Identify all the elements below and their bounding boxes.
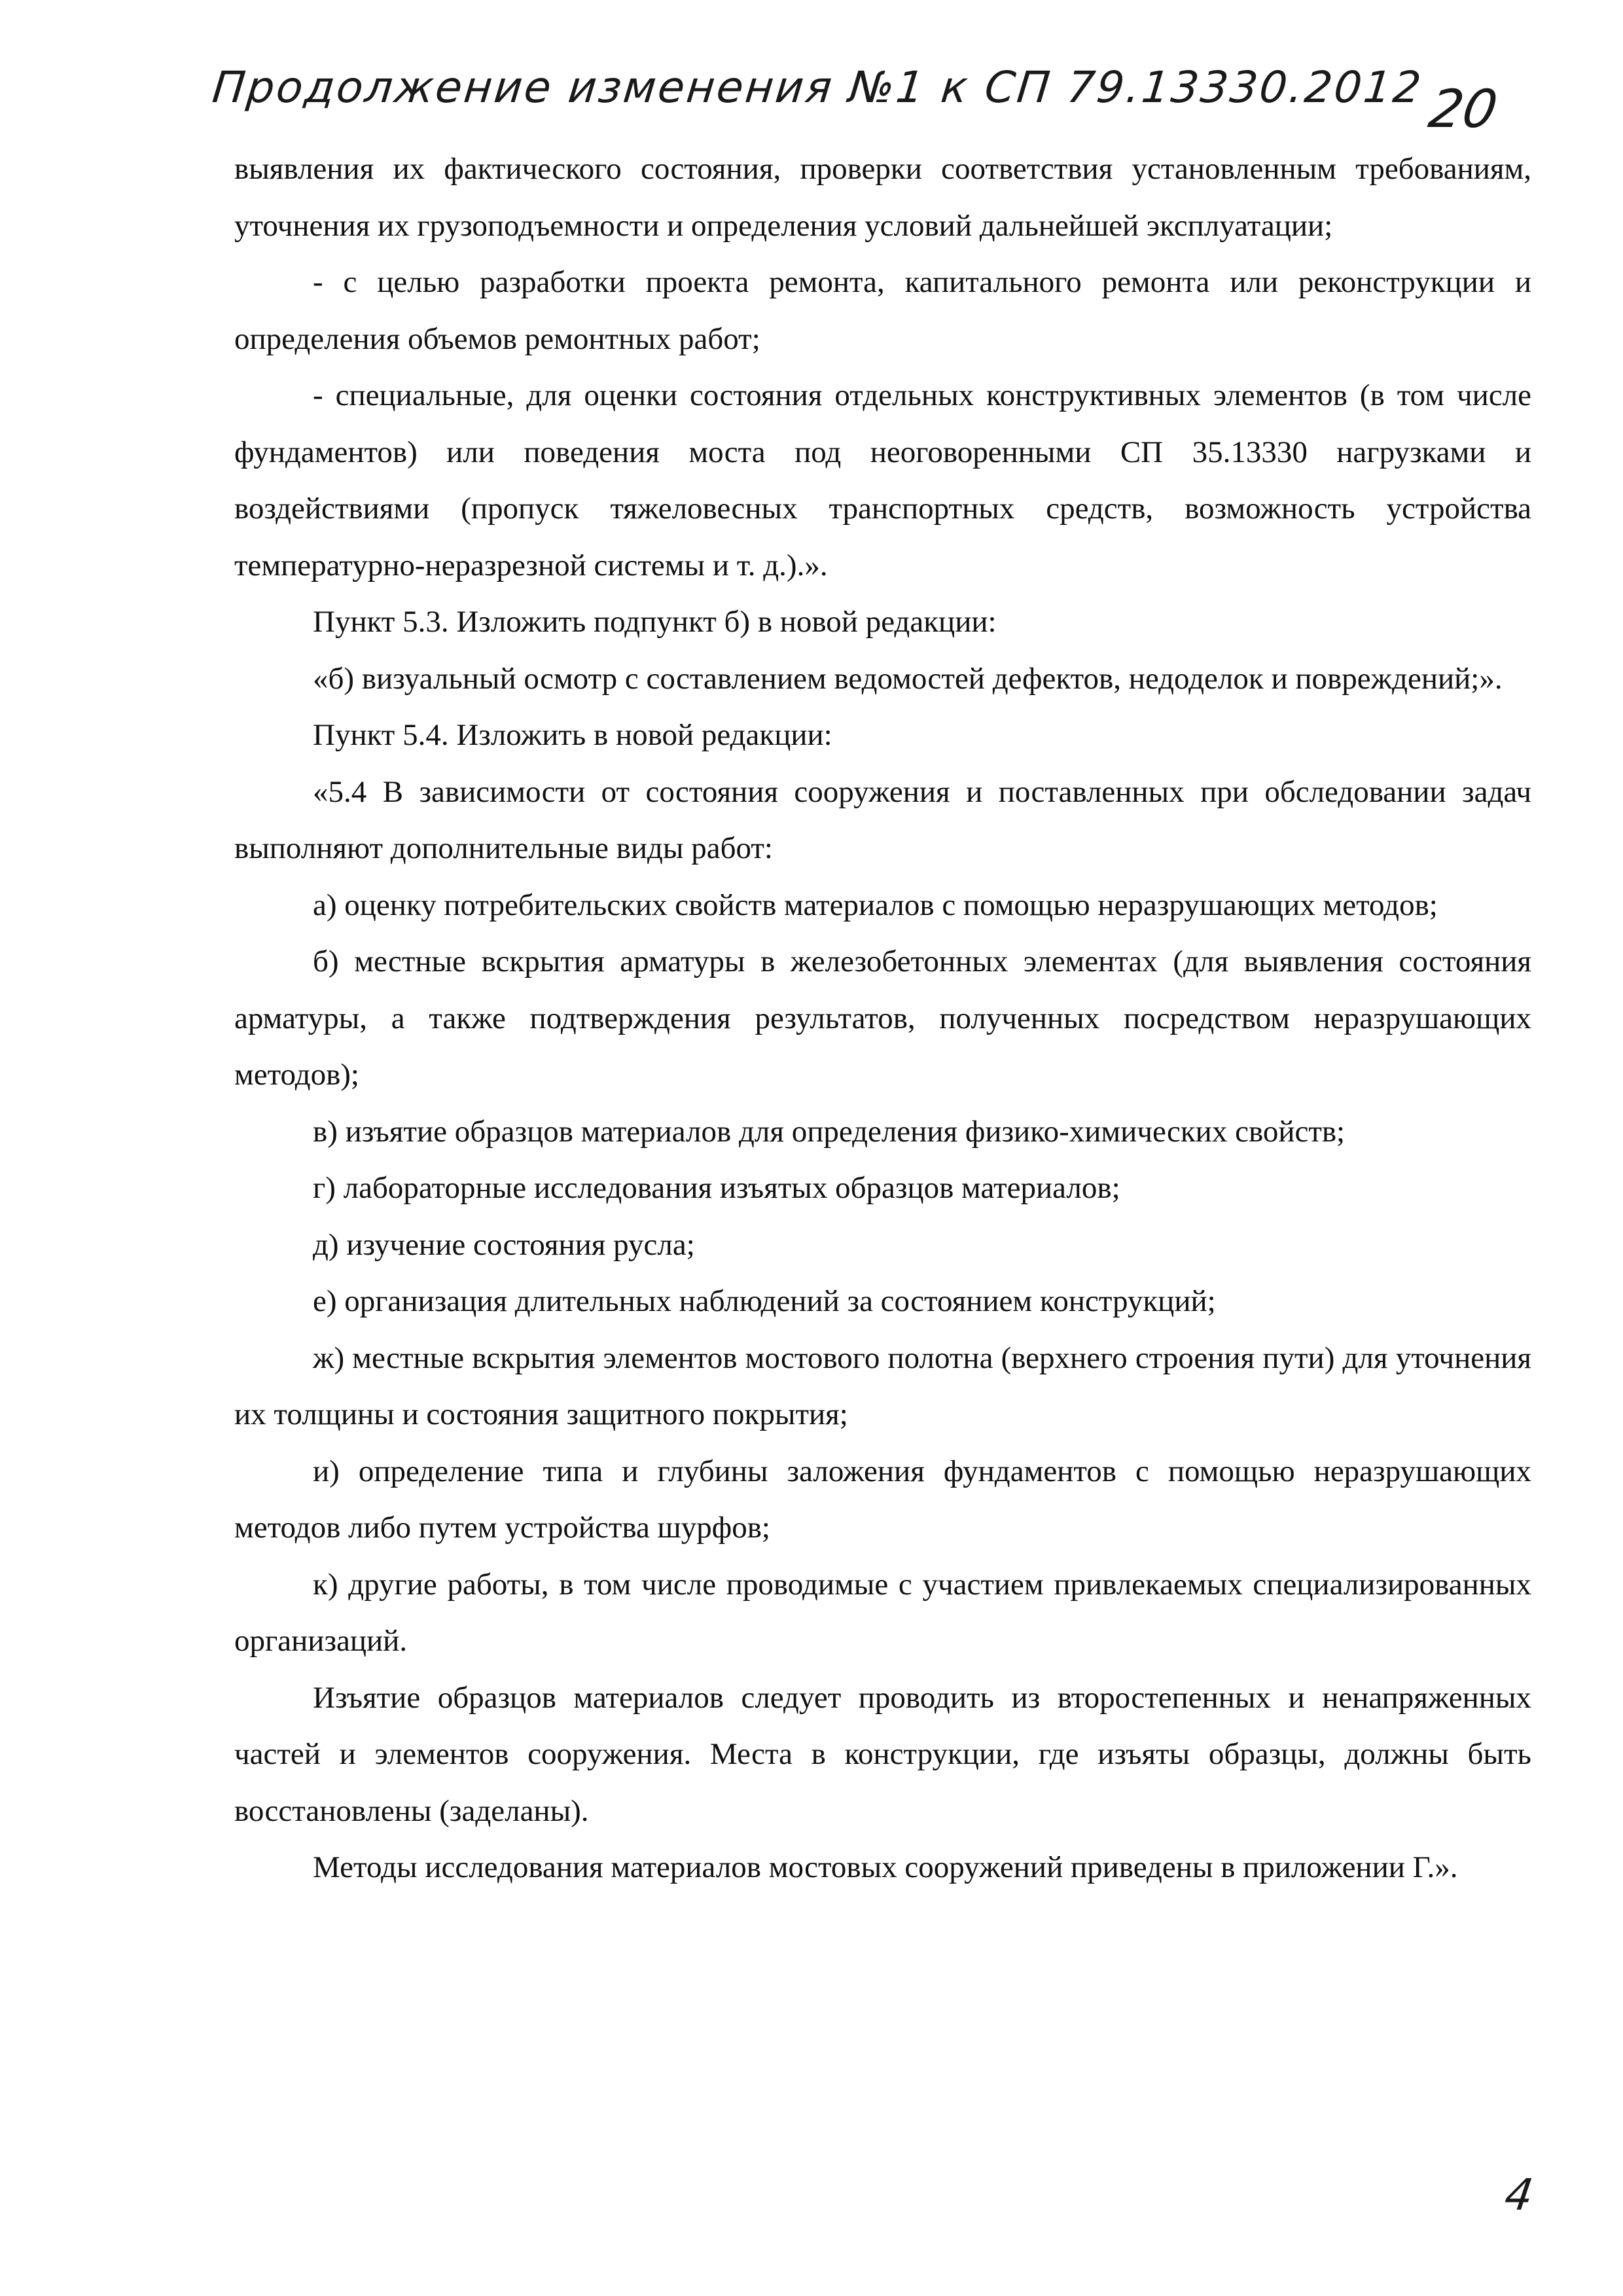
document-body <box>234 141 1531 1896</box>
handwritten-header-note: Продолжение изменения №1 к СП 79.13330.2012 <box>209 62 1425 113</box>
list-item-zh: ж) местные вскрытия элементов мостового полотна (верхнего строения пути) для уточнения их толщины и состояния защитного покрытия; <box>234 1340 1531 1431</box>
list-item-a: а) оценку потребительских свойств материалов с помощью неразрушающих методов; <box>313 888 1438 922</box>
handwritten-page-number: 4 <box>1501 2170 1537 2220</box>
paragraph-clause-5-3-text: «б) визуальный осмотр с составлением ведомостей дефектов, недоделок и повреждений;». <box>313 661 1503 696</box>
paragraph-continuation: выявления их фактического состояния, проверки соответствия установленным требованиям, уточнения их грузоподъемности и определения условий дальнейшей эксплуатации; <box>234 152 1531 243</box>
paragraph-sample-extraction: Изъятие образцов материалов следует проводить из второстепенных и ненапряженных частей и элементов сооружения. Места в конструкции, где изъяты образцы, должны быть восстановлены (заделаны). <box>234 1680 1531 1828</box>
paragraph-appendix-reference: Методы исследования материалов мостовых сооружений приведены в приложении Г.». <box>313 1850 1458 1884</box>
paragraph-clause-5-4-intro: «5.4 В зависимости от состояния сооружения и поставленных при обследовании задач выполняют дополнительные виды работ: <box>234 774 1531 865</box>
list-item-g: г) лабораторные исследования изъятых образцов материалов; <box>313 1171 1120 1205</box>
paragraph-clause-5-4-heading: Пункт 5.4. Изложить в новой редакции: <box>313 718 832 752</box>
list-item-e: е) организация длительных наблюдений за состоянием конструкций; <box>313 1284 1216 1318</box>
paragraph-special-inspection: - специальные, для оценки состояния отдельных конструктивных элементов (в том числе фундаментов) или поведения моста под неоговоренными СП 35.13330 нагрузками и воздействиями (пропуск тяжеловесных транспортных средств, возможность устройства температурно-неразрезной системы и т. д.).». <box>234 378 1531 583</box>
paragraph-repair-purpose: - с целью разработки проекта ремонта, капитального ремонта или реконструкции и определения объемов ремонтных работ; <box>234 265 1531 356</box>
paragraph-clause-5-3-heading: Пункт 5.3. Изложить подпункт б) в новой редакции: <box>313 605 997 639</box>
list-item-i: и) определение типа и глубины заложения фундаментов с помощью неразрушающих методов либо путем устройства шурфов; <box>234 1454 1531 1545</box>
handwritten-sheet-number: 20 <box>1424 79 1502 139</box>
list-item-d: д) изучение состояния русла; <box>313 1227 695 1262</box>
list-item-v: в) изъятие образцов материалов для определения физико-химических свойств; <box>313 1114 1346 1149</box>
list-item-b: б) местные вскрытия арматуры в железобетонных элементах (для выявления состояния арматуры, а также подтверждения результатов, полученных посредством неразрушающих методов); <box>234 944 1531 1092</box>
list-item-k: к) другие работы, в том числе проводимые с участием привлекаемых специализированных организаций. <box>234 1567 1531 1658</box>
